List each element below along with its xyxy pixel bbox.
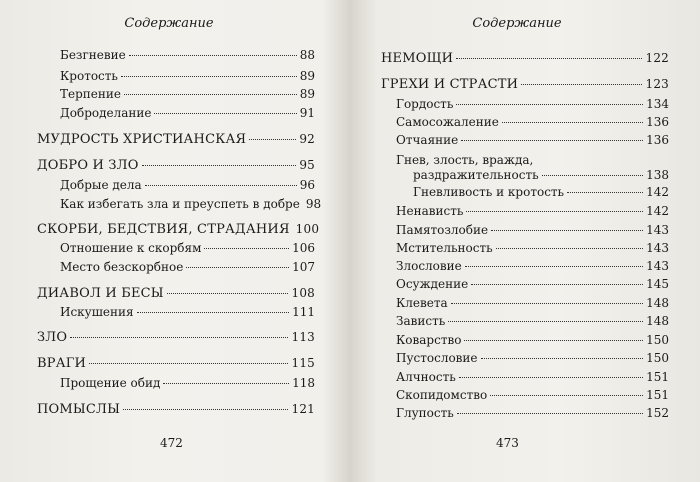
- dot-leader: [204, 248, 289, 249]
- toc-entry-page: 151: [646, 370, 669, 384]
- toc-entry-title: Пустословие: [396, 351, 478, 365]
- toc-entry-page: 134: [646, 97, 669, 111]
- toc-section-page: 123: [645, 77, 669, 91]
- toc-section-title: ПОМЫСЛЫ: [37, 402, 121, 417]
- toc-entry-title: Глупость: [396, 406, 454, 420]
- toc-entry: [381, 297, 669, 309]
- dot-leader: [186, 267, 289, 268]
- dot-leader: [490, 395, 643, 396]
- page-number: 472: [160, 436, 183, 450]
- toc-section-page: 95: [299, 158, 315, 172]
- dot-leader: [457, 413, 643, 414]
- toc-entry: [381, 371, 669, 383]
- toc-entry-title: Зависть: [396, 314, 446, 328]
- toc-entry: [381, 334, 669, 346]
- dot-leader: [129, 55, 297, 56]
- toc-entry-title: Кротость: [60, 69, 118, 83]
- toc-entry-page: 142: [646, 204, 669, 218]
- toc-entry-page: 143: [646, 223, 669, 237]
- toc-entry: [381, 116, 669, 128]
- toc-entry-title: Отчаяние: [396, 133, 459, 147]
- dot-leader: [461, 140, 643, 141]
- toc-section-page: 122: [645, 51, 669, 65]
- dot-leader: [465, 266, 643, 267]
- dot-leader: [121, 76, 297, 77]
- toc-entry: [381, 98, 669, 110]
- dot-leader: [145, 185, 297, 186]
- toc-entry-page: 98: [305, 197, 322, 211]
- toc-entry-page: 136: [646, 133, 669, 147]
- dot-leader: [451, 303, 643, 304]
- dot-leader: [481, 358, 644, 359]
- dot-leader: [167, 293, 289, 294]
- dot-leader: [123, 409, 288, 410]
- toc-entry-page: 143: [646, 259, 669, 273]
- toc-entry-page: 107: [292, 260, 315, 274]
- dot-leader: [567, 192, 643, 193]
- toc-entry-title: Осуждение: [396, 277, 469, 291]
- toc-entry-page: 136: [646, 115, 669, 129]
- toc-entry-page: 88: [299, 48, 315, 62]
- toc-entry-title: Добрые дела: [60, 178, 142, 192]
- toc-entry-page: 89: [299, 69, 315, 83]
- dot-leader: [456, 58, 642, 59]
- toc-entry: [37, 107, 315, 119]
- running-header: Содержание: [472, 16, 562, 31]
- dot-leader: [496, 248, 643, 249]
- dot-leader: [89, 363, 288, 364]
- toc-entry: [381, 134, 669, 146]
- toc-entry-title: Гордость: [396, 97, 454, 111]
- toc-entry: [37, 179, 315, 191]
- toc-entry-page: 152: [646, 406, 669, 420]
- toc-entry-title: Памятозлобие: [396, 223, 489, 237]
- toc-section: [37, 331, 315, 344]
- dot-leader: [464, 340, 643, 341]
- dot-leader: [249, 139, 296, 140]
- toc-section-page: 121: [291, 402, 315, 416]
- toc-entry-page: 143: [646, 241, 669, 255]
- toc-entry: [37, 70, 315, 82]
- toc-entry-title: Прощение обид: [60, 376, 161, 390]
- toc-entry-page: 148: [646, 296, 669, 310]
- toc-section: [37, 133, 315, 146]
- toc-entry-page: 150: [646, 333, 669, 347]
- toc-entry: [37, 49, 315, 61]
- toc-entry-title: Отношение к скорбям: [60, 241, 202, 255]
- running-header: Содержание: [124, 16, 214, 31]
- toc-entry-page: 145: [646, 277, 669, 291]
- dot-leader: [70, 337, 288, 338]
- toc-entry: [381, 242, 669, 254]
- toc-entry: [37, 377, 315, 389]
- toc-entry-title: Как избегать зла и преуспеть в добре: [60, 197, 300, 211]
- dot-leader: [521, 84, 642, 85]
- toc-entry-title: Гневливость и кротость: [413, 185, 565, 199]
- toc-entry-title: Клевета: [396, 296, 448, 310]
- toc-entry-title: Искушения: [60, 305, 134, 319]
- dot-leader: [154, 113, 296, 114]
- toc-entry: [381, 352, 669, 364]
- toc-entry-title: Коварство: [396, 333, 462, 347]
- toc-entry: [381, 169, 669, 181]
- toc-section-title: НЕМОЩИ: [381, 51, 454, 66]
- dot-leader: [542, 175, 643, 176]
- dot-leader: [456, 104, 643, 105]
- toc-entry-page: 150: [646, 351, 669, 365]
- toc-section: [37, 403, 315, 416]
- toc-section: [37, 159, 315, 172]
- toc-entry: [37, 306, 315, 318]
- toc-section-title: ВРАГИ: [37, 356, 87, 371]
- toc-entry-page: 138: [646, 168, 669, 182]
- toc-entry: [381, 186, 669, 198]
- toc-section: [37, 357, 315, 370]
- toc-section-page: 92: [299, 132, 315, 146]
- toc-entry-title: Злословие: [396, 259, 462, 273]
- toc-section-title: ДИАВОЛ И БЕСЫ: [37, 286, 164, 301]
- toc-entry-title: Гнев, злость, вражда,: [396, 153, 534, 167]
- toc-section-title: ДОБРО И ЗЛО: [37, 158, 139, 173]
- toc-entry: [381, 315, 669, 327]
- dot-leader: [491, 230, 643, 231]
- toc-entry-title-continuation: раздражительность: [413, 168, 539, 182]
- dot-leader: [502, 122, 643, 123]
- toc-entry-title: Самосожаление: [396, 115, 499, 129]
- toc-entry-title: Ненависть: [396, 204, 464, 218]
- toc-entry: [381, 224, 669, 236]
- toc-entry-page: 89: [299, 87, 315, 101]
- toc-section: [381, 78, 669, 91]
- toc-entry: [381, 389, 669, 401]
- toc-entry: [37, 242, 315, 254]
- toc-entry-title: Алчность: [396, 370, 456, 384]
- toc-entry-page: 111: [292, 305, 315, 319]
- toc-entry-page: 142: [646, 185, 669, 199]
- dot-leader: [163, 383, 289, 384]
- toc-section-page: 113: [291, 330, 315, 344]
- toc-section-page: 108: [291, 286, 315, 300]
- dot-leader: [124, 94, 297, 95]
- dot-leader: [471, 284, 643, 285]
- toc-section-title: СКОРБИ, БЕДСТВИЯ, СТРАДАНИЯ: [37, 222, 290, 237]
- toc-section-title: ЗЛО: [37, 330, 68, 345]
- toc-section: [37, 287, 315, 300]
- toc-entry-title: Место безскорбное: [60, 260, 184, 274]
- toc-section-title: МУДРОСТЬ ХРИСТИАНСКАЯ: [37, 132, 247, 147]
- toc-entry-page: 148: [646, 314, 669, 328]
- right-page: [350, 0, 700, 482]
- dot-leader: [137, 312, 290, 313]
- toc-entry-title: Скопидомство: [396, 388, 488, 402]
- toc-section-page: 100: [295, 222, 320, 236]
- dot-leader: [466, 211, 643, 212]
- toc-entry: [381, 260, 669, 272]
- toc-entry: [37, 197, 322, 211]
- dot-leader: [142, 165, 297, 166]
- toc-entry-page: 106: [292, 241, 315, 255]
- toc-entry-page: 118: [292, 376, 315, 390]
- toc-entry: [381, 407, 669, 419]
- page-number: 473: [496, 436, 519, 450]
- toc-entry-page: 91: [299, 106, 315, 120]
- toc-entry-title: Терпение: [60, 87, 121, 101]
- toc-section: [381, 52, 669, 65]
- toc-entry: [37, 261, 315, 273]
- toc-section-title: ГРЕХИ И СТРАСТИ: [381, 77, 519, 92]
- toc-entry-title: Доброделание: [60, 106, 152, 120]
- toc-entry: [381, 205, 669, 217]
- toc-entry-page: 151: [646, 388, 669, 402]
- dot-leader: [448, 321, 643, 322]
- toc-entry: [37, 88, 315, 100]
- toc-entry-page: 96: [299, 178, 315, 192]
- toc-section: [37, 222, 320, 237]
- toc-entry-title: Мстительность: [396, 241, 493, 255]
- dot-leader: [459, 377, 643, 378]
- toc-entry: [381, 278, 669, 290]
- toc-section-page: 115: [291, 356, 315, 370]
- toc-entry-title: Безгневие: [60, 48, 126, 62]
